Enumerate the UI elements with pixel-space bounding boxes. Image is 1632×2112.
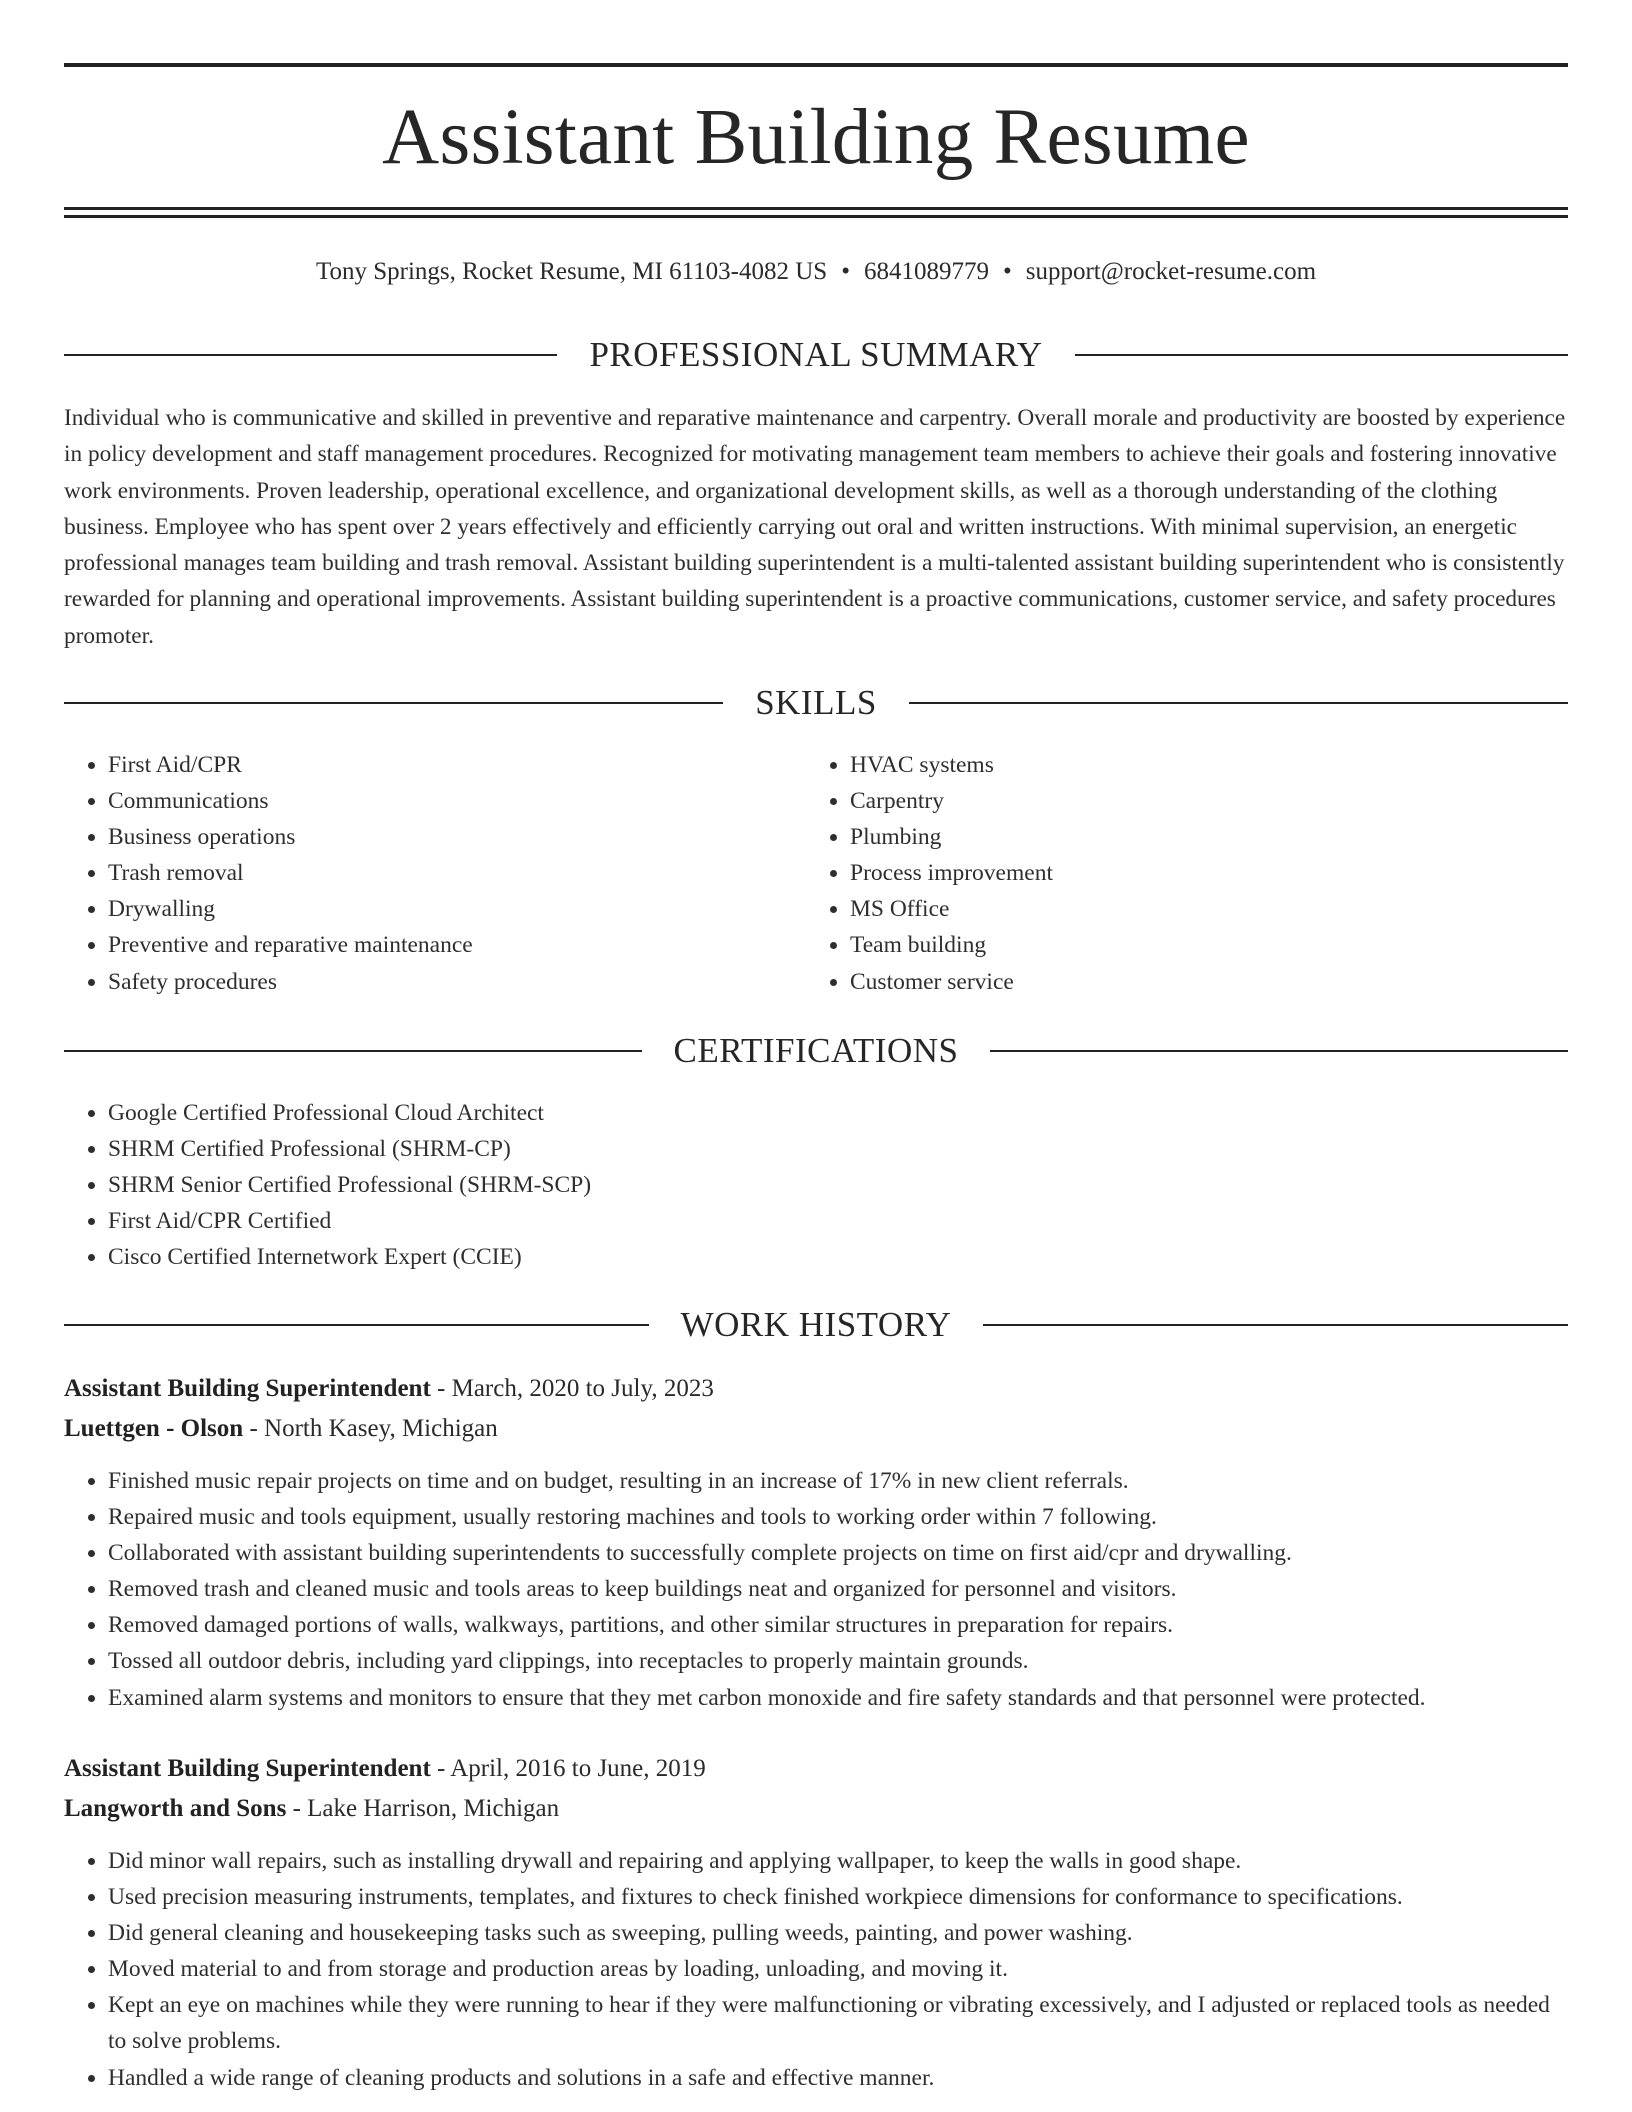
skill-item: • MS Office xyxy=(850,891,1506,927)
certifications-heading: CERTIFICATIONS xyxy=(673,1031,959,1070)
certification-item: • SHRM Certified Professional (SHRM-CP) xyxy=(108,1131,1568,1167)
certification-item: • First Aid/CPR Certified xyxy=(108,1203,1568,1239)
heading-rule-right xyxy=(909,702,1568,704)
skill-item: • Team building xyxy=(850,927,1506,963)
job-title-line xyxy=(64,1369,1568,1409)
skills-list-right xyxy=(806,747,1506,1000)
job-bullet-item: • Handled a wide range of cleaning products and solutions in a safe and effective manner. xyxy=(108,2060,1568,2096)
job-bullet-item: • Examined alarm systems and monitors to ensure that they met carbon monoxide and fire safety standards and that personnel were protected. xyxy=(108,1680,1568,1716)
skill-item: • HVAC systems xyxy=(850,747,1506,783)
summary-heading-row xyxy=(64,333,1568,377)
heading-rule-left xyxy=(64,702,723,704)
job-bullet-item: • Moved material to and from storage and production areas by loading, unloading, and moving it. xyxy=(108,1951,1568,1987)
job-location: - Lake Harrison, Michigan xyxy=(286,1795,560,1822)
job-company-line xyxy=(64,1409,1568,1449)
header-top-rule xyxy=(64,63,1568,67)
skill-item: • Plumbing xyxy=(850,819,1506,855)
skills-heading: SKILLS xyxy=(755,683,877,722)
contact-separator: • xyxy=(841,258,850,285)
certification-item: • SHRM Senior Certified Professional (SHRM-SCP) xyxy=(108,1167,1568,1203)
contact-line xyxy=(64,252,1568,292)
contact-separator: • xyxy=(1002,258,1012,285)
contact-phone: 6841089779 xyxy=(863,258,989,285)
certifications-list xyxy=(64,1095,1568,1275)
job-bullets-block xyxy=(64,1463,1568,1716)
job-bullet-item: • Did minor wall repairs, such as installing drywall and repairing and applying wallpaper, to keep the walls in good shape. xyxy=(108,1843,1568,1879)
skill-item: • Preventive and reparative maintenance xyxy=(108,927,764,963)
job-bullet-item: • Used precision measuring instruments, templates, and fixtures to check finished workpiece dimensions for conformance to specifications. xyxy=(108,1879,1568,1915)
job-bullet-item: • Tossed all outdoor debris, including yard clippings, into receptacles to properly maintain grounds. xyxy=(108,1643,1568,1679)
job-title: Assistant Building Superintendent xyxy=(64,1375,431,1402)
job-bullet-item: • Did general cleaning and housekeeping tasks such as sweeping, pulling weeds, painting, and power washing. xyxy=(108,1915,1568,1951)
summary-heading: PROFESSIONAL SUMMARY xyxy=(589,335,1043,374)
job-bullets xyxy=(64,1463,1568,1716)
skill-item: • First Aid/CPR xyxy=(108,747,764,783)
certifications-heading-row xyxy=(64,1029,1568,1073)
resume-title: Assistant Building Resume xyxy=(382,94,1250,181)
skills-column-left xyxy=(64,747,764,1000)
certification-item: • Cisco Certified Internetwork Expert (CCIE) xyxy=(108,1239,1568,1275)
heading-rule-right xyxy=(1075,354,1568,356)
skills-list-left xyxy=(64,747,764,1000)
job-bullet-item: • Finished music repair projects on time and on budget, resulting in an increase of 17% in new client referrals. xyxy=(108,1463,1568,1499)
skill-item: • Carpentry xyxy=(850,783,1506,819)
heading-rule-right xyxy=(983,1324,1568,1326)
heading-rule-left xyxy=(64,1050,642,1052)
skill-item: • Safety procedures xyxy=(108,964,764,1000)
header-double-rule xyxy=(64,207,1568,218)
skill-item: • Business operations xyxy=(108,819,764,855)
job-title-line xyxy=(64,1749,1568,1789)
skills-heading-row xyxy=(64,681,1568,725)
skill-item: • Process improvement xyxy=(850,855,1506,891)
job-bullet-item: • Repaired music and tools equipment, usually restoring machines and tools to working order within 7 following. xyxy=(108,1499,1568,1535)
job-company: Langworth and Sons xyxy=(64,1795,287,1822)
heading-rule-left xyxy=(64,354,557,356)
contact-address: Tony Springs, Rocket Resume, MI 61103-4082 US xyxy=(315,258,828,285)
contact-email: support@rocket-resume.com xyxy=(1025,258,1317,285)
job-bullets xyxy=(64,1843,1568,2096)
certifications-block xyxy=(64,1095,1568,1275)
job-company-line xyxy=(64,1789,1568,1829)
job-title: Assistant Building Superintendent xyxy=(64,1755,431,1782)
job-dates: - March, 2020 to July, 2023 xyxy=(430,1375,714,1402)
job-dates: - April, 2016 to June, 2019 xyxy=(430,1755,706,1782)
job-bullet-item: • Removed damaged portions of walls, walkways, partitions, and other similar structures in preparation for repairs. xyxy=(108,1607,1568,1643)
job-bullet-item: • Kept an eye on machines while they were running to hear if they were malfunctioning or vibrating excessively, and I adjusted or replaced tools as needed to solve problems. xyxy=(108,1987,1568,2059)
skill-item: • Customer service xyxy=(850,964,1506,1000)
work-history-heading-row xyxy=(64,1303,1568,1347)
job-bullet-item: • Collaborated with assistant building superintendents to successfully complete projects on time on first aid/cpr and drywalling. xyxy=(108,1535,1568,1571)
job-location: - North Kasey, Michigan xyxy=(243,1415,498,1442)
job-bullets-block xyxy=(64,1843,1568,2096)
skills-column-right xyxy=(806,747,1506,1000)
certification-item: • Google Certified Professional Cloud Architect xyxy=(108,1095,1568,1131)
work-history-heading: WORK HISTORY xyxy=(680,1305,952,1344)
job-company: Luettgen - Olson xyxy=(64,1415,244,1442)
heading-rule-left xyxy=(64,1324,649,1326)
skill-item: • Drywalling xyxy=(108,891,764,927)
skill-item: • Trash removal xyxy=(108,855,764,891)
heading-rule-right xyxy=(990,1050,1568,1052)
summary-text: Individual who is communicative and skilled in preventive and reparative maintenance and carpentry. Overall morale and productivity are boosted by experience in policy development and staff management procedures. Recognized for motivating management team members to achieve their goals and fostering innovative work environments. Proven leadership, operational excellence, and organizational development skills, as well as a thorough understanding of the clothing business. Employee who has spent over 2 years effectively and efficiently carrying out oral and written instructions. With minimal supervision, an energetic professional manages team building and trash removal. Assistant building superintendent is a multi-talented assistant building superintendent who is consistently rewarded for planning and operational improvements. Assistant building superintendent is a proactive communications, customer service, and safety procedures promoter. xyxy=(64,405,1566,649)
job-bullet-item: • Removed trash and cleaned music and tools areas to keep buildings neat and organized for personnel and visitors. xyxy=(108,1571,1568,1607)
skill-item: • Communications xyxy=(108,783,764,819)
